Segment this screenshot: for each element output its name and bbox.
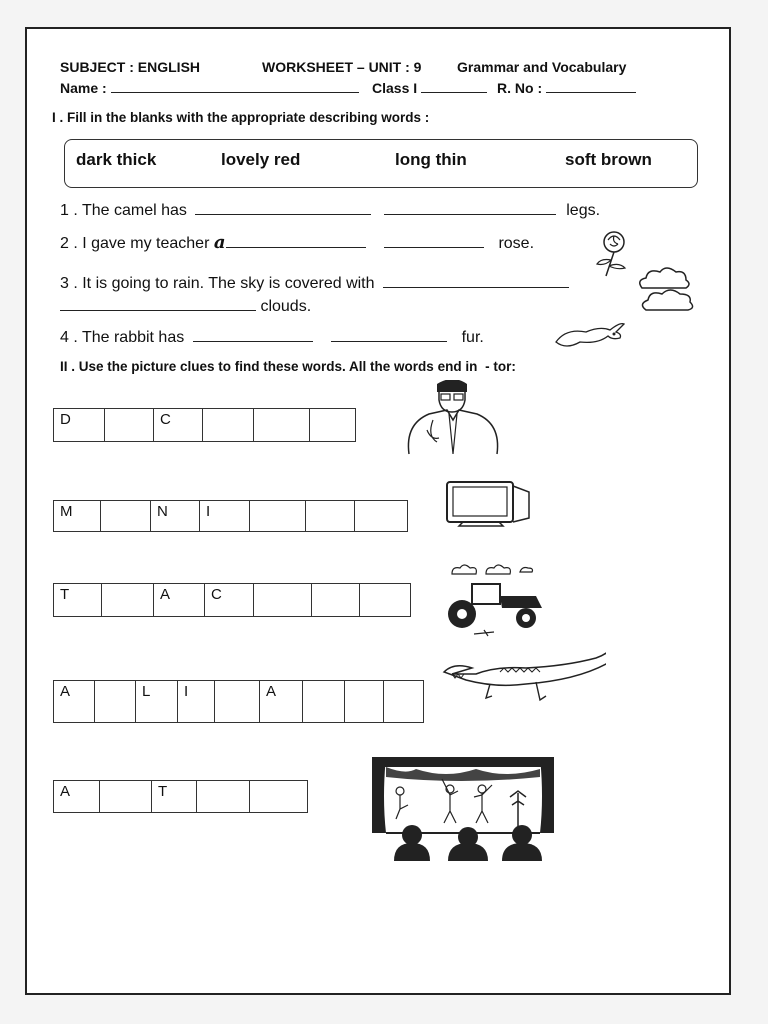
question-4-blank-a[interactable] xyxy=(193,329,313,342)
tractor-icon xyxy=(444,562,548,638)
question-3-end: clouds. xyxy=(260,298,312,315)
grid-3-cell-2[interactable] xyxy=(102,584,154,616)
rno-label: R. No : xyxy=(497,80,543,96)
grid-4-cell-7[interactable] xyxy=(303,681,345,722)
grid-3-cell-6[interactable] xyxy=(312,584,360,616)
grid-5-cell-5[interactable] xyxy=(250,781,308,812)
grid-3-cell-5[interactable] xyxy=(254,584,312,616)
grid-3-cell-4[interactable]: C xyxy=(205,584,254,616)
question-2-end: rose. xyxy=(498,235,535,252)
grid-4-cell-6[interactable]: A xyxy=(260,681,303,722)
subject-label: SUBJECT : ENGLISH xyxy=(60,59,201,75)
grid-3-cell-1[interactable]: T xyxy=(54,584,102,616)
grid-1-cell-1[interactable]: D xyxy=(54,409,105,441)
question-2 xyxy=(60,232,534,253)
grid-4-cell-5[interactable] xyxy=(215,681,260,722)
grid-2-cell-7[interactable] xyxy=(355,501,408,531)
clouds-icon xyxy=(634,266,700,314)
section2-instruction: II . Use the picture clues to find these words. All the words end in xyxy=(60,359,478,374)
grid-2-cell-3[interactable]: N xyxy=(151,501,200,531)
grid-5-cell-4[interactable] xyxy=(197,781,250,812)
grid-5-cell-3[interactable]: T xyxy=(152,781,197,812)
grid-4-cell-3[interactable]: L xyxy=(136,681,178,722)
grid-1-cell-6[interactable] xyxy=(310,409,356,441)
grid-4-cell-8[interactable] xyxy=(345,681,384,722)
question-1 xyxy=(60,202,600,220)
grid-1-cell-5[interactable] xyxy=(254,409,310,441)
question-1-end: legs. xyxy=(566,202,601,219)
name-blank[interactable] xyxy=(111,80,359,93)
grid-4-cell-2[interactable] xyxy=(95,681,136,722)
grid-2-cell-5[interactable] xyxy=(250,501,306,531)
class-blank[interactable] xyxy=(421,80,487,93)
doctor-icon xyxy=(403,380,503,458)
grid-2-cell-4[interactable]: I xyxy=(200,501,250,531)
topic-label: Grammar and Vocabulary xyxy=(457,59,627,75)
grid-3-cell-7[interactable] xyxy=(360,584,411,616)
name-label: Name : xyxy=(60,80,107,96)
word-grid-4 xyxy=(53,680,424,723)
question-2-text: 2 . I gave my teacher xyxy=(60,235,210,252)
section1-instruction: I . Fill in the blanks with the appropriate describing words : xyxy=(52,110,430,125)
question-2-handwritten: a xyxy=(213,232,226,253)
grid-4-cell-9[interactable] xyxy=(384,681,424,722)
rabbit-icon xyxy=(552,322,632,352)
question-3 xyxy=(60,275,569,293)
question-1-blank-b[interactable] xyxy=(384,202,556,215)
word-grid-3 xyxy=(53,583,411,617)
grid-3-cell-3[interactable]: A xyxy=(154,584,205,616)
question-4 xyxy=(60,329,484,347)
question-1-text: 1 . The camel has xyxy=(60,202,187,219)
question-4-end: fur. xyxy=(461,329,484,346)
question-3-line2 xyxy=(60,298,311,316)
question-2-blank-b[interactable] xyxy=(384,235,484,248)
word-option-3: long thin xyxy=(395,150,467,169)
word-grid-2 xyxy=(53,500,408,532)
word-option-1: dark thick xyxy=(76,150,157,169)
alligator-icon xyxy=(440,644,606,716)
grid-2-cell-2[interactable] xyxy=(101,501,151,531)
rose-icon xyxy=(592,228,636,278)
grid-4-cell-1[interactable]: A xyxy=(54,681,95,722)
question-3-blank-b[interactable] xyxy=(60,298,256,311)
grid-4-cell-4[interactable]: I xyxy=(178,681,215,722)
question-4-text: 4 . The rabbit has xyxy=(60,329,185,346)
grid-5-cell-1[interactable]: A xyxy=(54,781,100,812)
grid-2-cell-1[interactable]: M xyxy=(54,501,101,531)
worksheet-title: WORKSHEET – UNIT : 9 xyxy=(262,59,422,75)
rno-blank[interactable] xyxy=(546,80,636,93)
monitor-icon xyxy=(443,478,535,528)
grid-5-cell-2[interactable] xyxy=(100,781,152,812)
grid-1-cell-2[interactable] xyxy=(105,409,154,441)
question-1-blank-a[interactable] xyxy=(195,202,371,215)
word-grid-1 xyxy=(53,408,356,442)
word-grid-5 xyxy=(53,780,308,813)
word-option-2: lovely red xyxy=(221,150,301,169)
question-4-blank-b[interactable] xyxy=(331,329,447,342)
question-3-blank-a[interactable] xyxy=(383,275,569,288)
grid-1-cell-3[interactable]: C xyxy=(154,409,203,441)
grid-2-cell-6[interactable] xyxy=(306,501,355,531)
question-3-text: 3 . It is going to rain. The sky is covered with xyxy=(60,275,375,292)
question-2-blank-a[interactable] xyxy=(226,235,366,248)
class-label: Class I xyxy=(372,80,418,96)
theatre-actors-icon xyxy=(372,757,554,861)
section2-suffix: - tor: xyxy=(485,359,516,374)
grid-1-cell-4[interactable] xyxy=(203,409,254,441)
word-option-4: soft brown xyxy=(565,150,652,169)
